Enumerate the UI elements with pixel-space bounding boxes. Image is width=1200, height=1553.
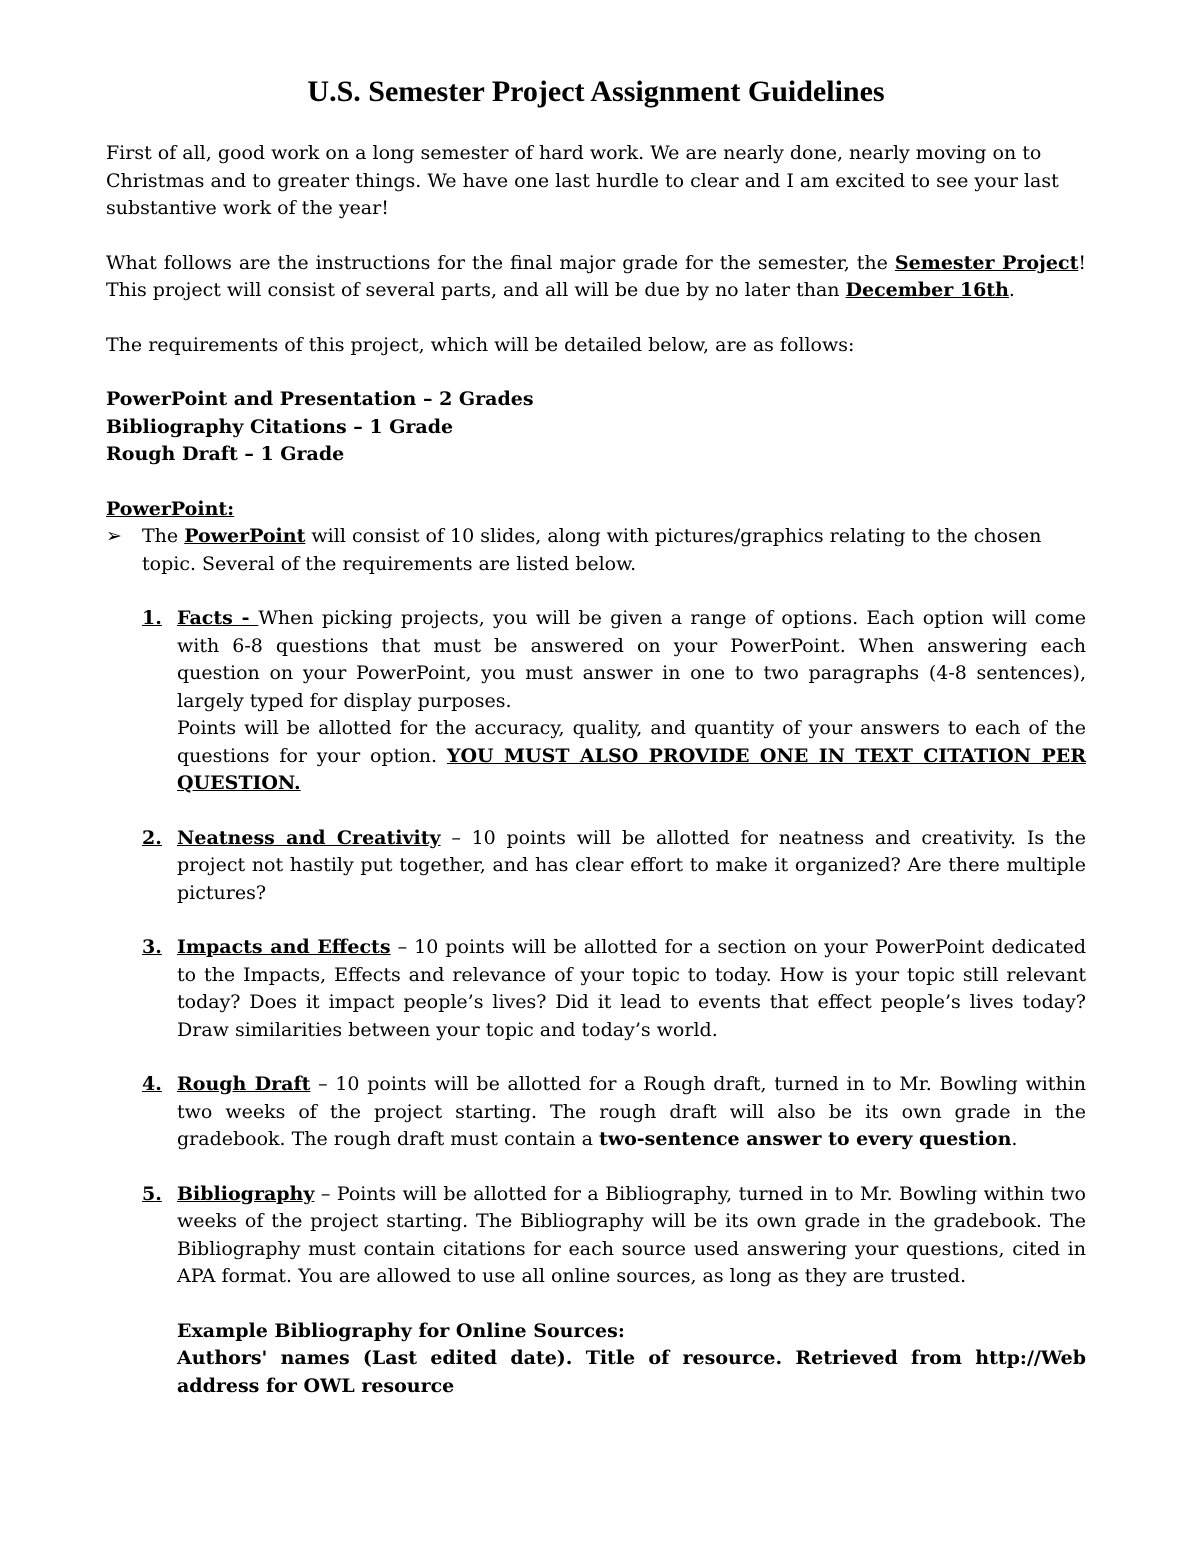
- requirements-intro: The requirements of this project, which will be detailed below, are as follows:: [106, 333, 855, 356]
- item-text-continued: Points will be allotted for the accuracy, quality, and quantity of your answers to each of the questions for your option.: [177, 717, 1086, 767]
- item-number: 4.: [142, 1073, 162, 1095]
- requirement-item-impacts: [106, 934, 1086, 1044]
- powerpoint-bullet: [106, 523, 1086, 578]
- document-body: [106, 74, 1086, 1400]
- item-number: 2.: [142, 826, 162, 849]
- grade-line-powerpoint: PowerPoint and Presentation – 2 Grades: [106, 388, 534, 410]
- item-title: Rough Draft: [177, 1073, 311, 1095]
- item-text: – 10 points will be allotted for neatness and creativity. Is the project not hastily put together, and has clear effort to make it organized? Are there multiple pictures?: [177, 826, 1086, 904]
- semester-project-emphasis: Semester Project: [894, 251, 1079, 274]
- requirement-item-rough-draft: [106, 1071, 1086, 1154]
- grade-line-bibliography: Bibliography Citations – 1 Grade: [106, 415, 454, 438]
- example-heading: Example Bibliography for Online Sources:: [177, 1319, 625, 1342]
- grade-line-rough-draft: Rough Draft – 1 Grade: [106, 443, 345, 465]
- what-follows-paragraph: [106, 250, 1086, 305]
- item-title: Bibliography: [177, 1182, 315, 1205]
- document-title: U.S. Semester Project Assignment Guidelines: [307, 75, 885, 108]
- item-number: 1.: [142, 607, 162, 629]
- requirement-item-bibliography: [106, 1181, 1086, 1291]
- item-number: 5.: [142, 1182, 162, 1205]
- example-citation: Authors' names (Last edited date). Title of resource. Retrieved from http://Web address for OWL resource: [177, 1347, 1086, 1397]
- item-text-end: .: [1011, 1128, 1018, 1150]
- requirement-item-facts: [106, 605, 1086, 798]
- item-text: – Points will be allotted for a Bibliography, turned in to Mr. Bowling within two weeks of the project starting. The Bibliography will be its own grade in the gradebook. The Bibliography must contain citations for each source used answering your questions, cited in APA format. You are allowed to use all online sources, as long as they are trusted.: [177, 1182, 1086, 1287]
- what-follows-text-1: What follows are the instructions for the final major grade for the semester, the: [106, 251, 895, 274]
- citation-requirement-emphasis: YOU MUST ALSO PROVIDE ONE IN TEXT CITATION PER QUESTION.: [177, 744, 1087, 794]
- item-text: When picking projects, you will be given a range of options. Each option will come with 6-8 questions that must be answered on your PowerPoint. When answering each question on your PowerPoint, you must answer in one to two paragraphs (4-8 sentences), largely typed for display purposes.: [177, 607, 1086, 712]
- item-text: – 10 points will be allotted for a Rough draft, turned in to Mr. Bowling within two weeks of the project starting. The rough draft will also be its own grade in the gradebook. The rough draft must contain a: [177, 1073, 1086, 1150]
- bullet-text-1: The: [142, 525, 185, 547]
- item-number: 3.: [142, 936, 162, 958]
- grades-list: [106, 386, 1086, 469]
- item-title: Neatness and Creativity: [177, 826, 441, 849]
- arrow-bullet-icon: ➢: [106, 525, 122, 547]
- requirement-item-neatness: [106, 825, 1086, 908]
- what-follows-text-2: ! This project will consist of several parts, and all will be due by no later than: [106, 251, 1086, 301]
- bullet-text-2: will consist of 10 slides, along with pictures/graphics relating to the chosen topic. Several of the requirements are listed below.: [142, 525, 1042, 575]
- item-title: Impacts and Effects: [177, 936, 391, 958]
- answer-requirement-emphasis: two-sentence answer to every question: [598, 1128, 1012, 1150]
- item-text: – 10 points will be allotted for a section on your PowerPoint dedicated to the Impacts, Effects and relevance of your topic to today. How is your topic still relevant today? Does it impact people’s lives? Did it lead to events that effect people’s lives today? Draw similarities between your topic and today’s world.: [177, 936, 1086, 1041]
- powerpoint-emphasis: PowerPoint: [184, 525, 306, 547]
- intro-paragraph: First of all, good work on a long semester of hard work. We are nearly done, nearly moving on to Christmas and to greater things. We have one last hurdle to clear and I am excited to see your last substantive work of the year!: [106, 142, 1059, 219]
- powerpoint-heading: PowerPoint:: [106, 497, 235, 520]
- example-bibliography: [106, 1318, 1086, 1401]
- what-follows-text-3: .: [1008, 279, 1015, 301]
- item-title: Facts -: [177, 607, 259, 629]
- due-date-emphasis: December 16th: [845, 279, 1009, 301]
